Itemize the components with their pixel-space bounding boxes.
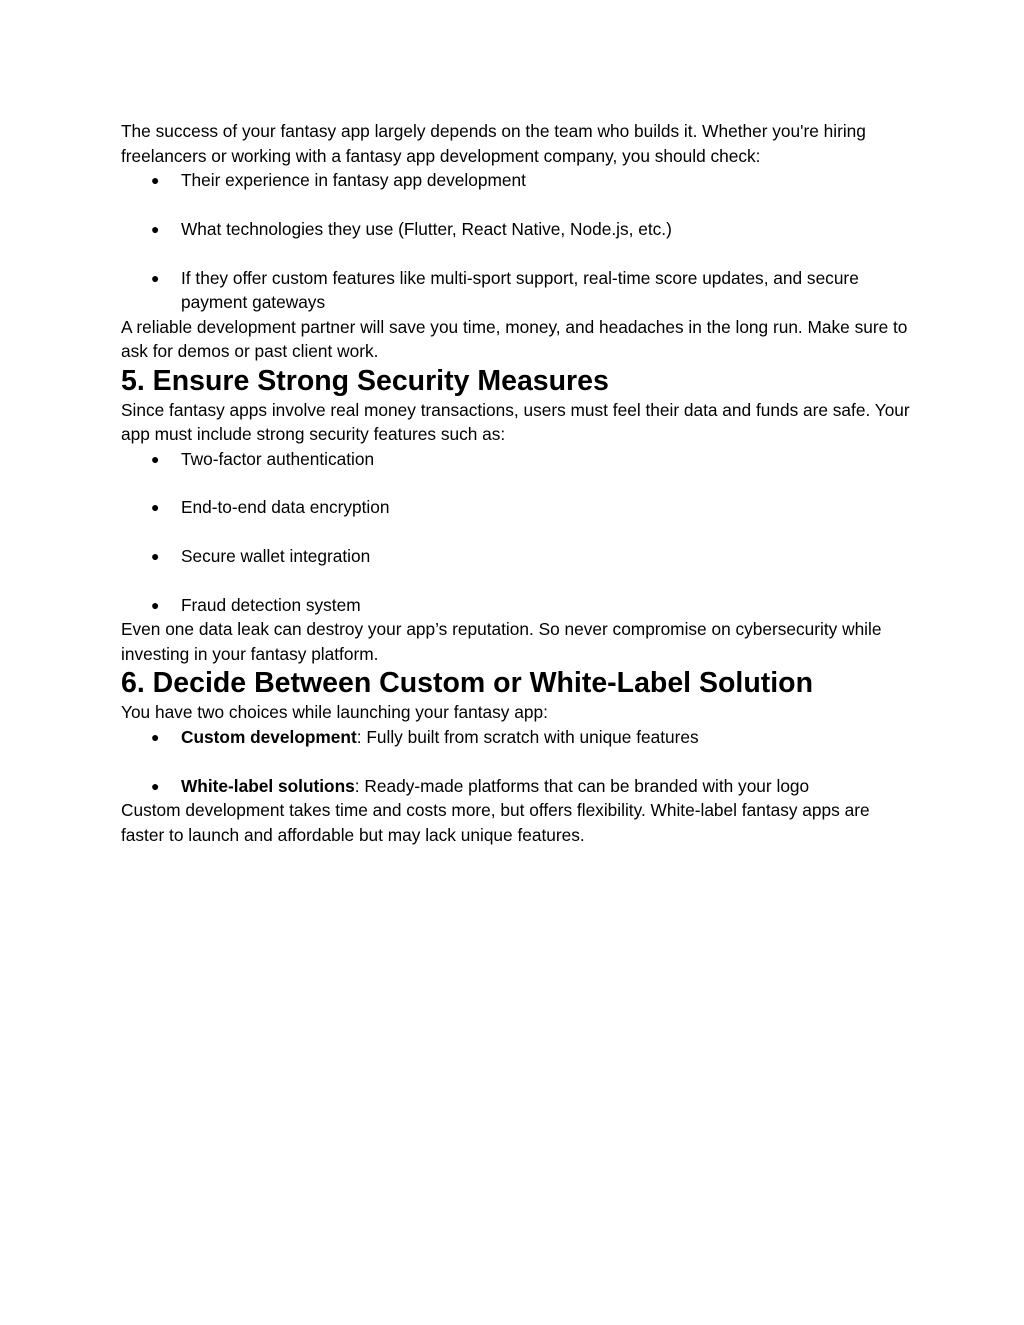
bullet-icon: ● [151,728,160,745]
list-item [121,217,911,242]
option-term: Custom development [181,726,357,747]
section-5-heading: 5. Ensure Strong Security Measures [121,364,609,397]
list-item-text: Fraud detection system [181,594,361,615]
list-item [121,544,911,569]
section-6-intro: You have two choices while launching your fantasy app: [121,702,548,723]
security-features-list [121,447,911,618]
list-item-text: If they offer custom features like multi-sport support, real-time score updates, and secure payment gateways [181,267,859,313]
list-item-text: End-to-end data encryption [181,497,390,518]
list-item [121,593,911,618]
list-item-text: Secure wallet integration [181,546,371,567]
bullet-icon: ● [151,777,160,794]
list-item [121,447,911,472]
list-item [121,266,911,315]
option-term: White-label solutions [181,775,355,796]
bullet-icon: ● [151,450,160,467]
bullet-icon: ● [151,269,160,286]
bullet-icon: ● [151,499,160,516]
list-item-text: Two-factor authentication [181,448,375,469]
list-item [121,774,911,799]
bullet-icon: ● [151,172,160,188]
section-5-intro: Since fantasy apps involve real money transactions, users must feel their data and funds are safe. Your app must include strong security features such as: [121,399,910,445]
list-item [121,495,911,520]
bullet-icon: ● [151,548,160,565]
option-description: : Fully built from scratch with unique features [356,726,699,747]
partner-paragraph: A reliable development partner will save you time, money, and headaches in the long run. Make sure to ask for demos or past client work. [121,316,908,362]
list-item [121,168,911,193]
solution-options-list [121,725,911,798]
list-item-text: Their experience in fantasy app development [181,170,526,190]
list-item-text: What technologies they use (Flutter, React Native, Node.js, etc.) [181,218,672,239]
section-6-outro: Custom development takes time and costs more, but offers flexibility. White-label fantasy apps are faster to launch and affordable but may lack unique features. [121,800,870,845]
intro-paragraph: The success of your fantasy app largely depends on the team who builds it. Whether you're hiring freelancers or working with a fantasy app development company, you should check: [121,121,866,166]
bullet-icon: ● [151,220,160,237]
section-5-outro: Even one data leak can destroy your app’s reputation. So never compromise on cybersecurity while investing in your fantasy platform. [121,619,882,664]
list-item [121,725,911,750]
option-description: : Ready-made platforms that can be branded with your logo [354,775,810,796]
team-checklist [121,168,911,315]
section-6-heading: 6. Decide Between Custom or White-Label Solution [121,667,813,700]
document-page [121,119,911,847]
bullet-icon: ● [151,596,160,613]
